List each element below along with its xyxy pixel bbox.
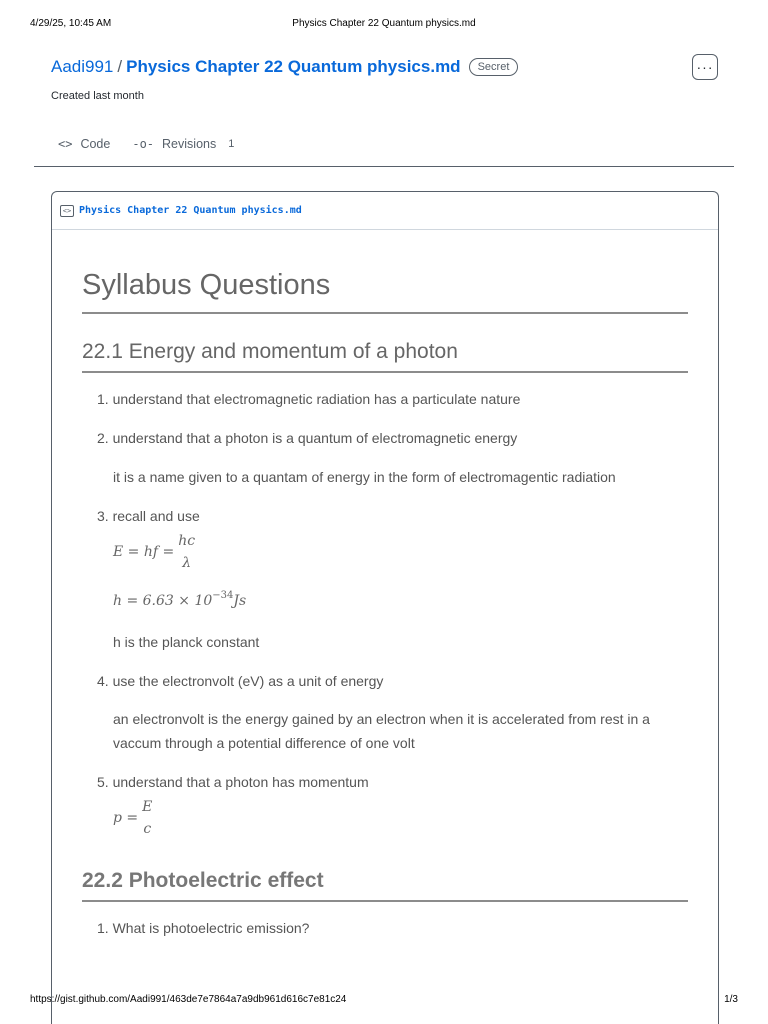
- equation-energy-lhs: E = hf =: [113, 544, 175, 560]
- equation-energy: [113, 530, 195, 574]
- file-name-link[interactable]: Physics Chapter 22 Quantum physics.md: [79, 205, 302, 216]
- print-page-title: Physics Chapter 22 Quantum physics.md: [292, 18, 476, 29]
- gist-name-link[interactable]: Physics Chapter 22 Quantum physics.md: [126, 57, 461, 76]
- print-header: [30, 18, 738, 32]
- file-header: [52, 192, 718, 230]
- more-options-button[interactable]: [692, 54, 718, 80]
- print-footer: [30, 994, 738, 1008]
- equation-planck-exponent: −34: [212, 590, 234, 601]
- gist-title: [51, 54, 718, 80]
- list-item: 1. understand that electromagnetic radiation has a particulate nature: [97, 391, 521, 407]
- equation-energy-fraction: [178, 530, 195, 574]
- fraction-numerator: hc: [178, 533, 196, 549]
- list-item: 3. recall and use: [97, 508, 200, 524]
- paragraph-photon: it is a name given to a quantam of energy in the form of electromagentic radiation: [113, 469, 616, 485]
- revisions-count: 1: [228, 138, 235, 150]
- page-heading: Syllabus Questions: [82, 268, 688, 314]
- list-item: 5. understand that a photon has momentum: [97, 774, 369, 790]
- print-datetime: 4/29/25, 10:45 AM: [30, 18, 112, 29]
- equation-planck: [113, 590, 246, 609]
- equation-planck-lhs: h = 6.63 × 10: [113, 593, 213, 609]
- commit-icon: -o-: [132, 137, 155, 151]
- print-page-number: 1/3: [724, 994, 738, 1005]
- tab-code[interactable]: [58, 137, 110, 151]
- fraction-denominator: λ: [182, 555, 192, 571]
- created-date: Created last month: [51, 90, 144, 102]
- fraction-denominator: c: [143, 821, 152, 837]
- print-url: https://gist.github.com/Aadi991/463de7e7864a7a9db961d616c7e81c24: [30, 994, 347, 1005]
- tab-revisions-label: Revisions: [162, 137, 217, 151]
- tab-code-label: Code: [80, 137, 111, 151]
- paragraph-planck: h is the planck constant: [113, 634, 260, 650]
- visibility-badge: Secret: [469, 58, 519, 76]
- equation-momentum-fraction: [142, 796, 152, 840]
- section-heading-22-1: 22.1 Energy and momentum of a photon: [82, 339, 688, 373]
- equation-planck-unit: Js: [233, 593, 247, 609]
- section-heading-22-2: 22.2 Photoelectric effect: [82, 868, 688, 902]
- equation-momentum: [113, 796, 152, 840]
- kebab-icon: ···: [696, 59, 714, 75]
- owner-link[interactable]: Aadi991: [51, 57, 114, 76]
- list-item: 4. use the electronvolt (eV) as a unit of energy: [97, 673, 384, 689]
- list-item: 2. understand that a photon is a quantum of electromagnetic energy: [97, 430, 518, 446]
- file-box: [51, 191, 719, 1024]
- equation-momentum-lhs: p =: [113, 810, 139, 826]
- tab-revisions[interactable]: [132, 137, 234, 151]
- title-separator: /: [117, 57, 123, 76]
- gist-tabs: [58, 134, 256, 154]
- list-item: 1. What is photoelectric emission?: [97, 920, 310, 936]
- code-icon: <>: [58, 137, 73, 151]
- file-code-icon: <>: [60, 205, 74, 217]
- fraction-numerator: E: [142, 799, 153, 815]
- paragraph-electronvolt: an electronvolt is the energy gained by an electron when it is accelerated from rest in a vaccum through a potential difference of one volt: [113, 711, 650, 751]
- gist-header: [51, 54, 718, 84]
- tabs-divider: [34, 166, 734, 167]
